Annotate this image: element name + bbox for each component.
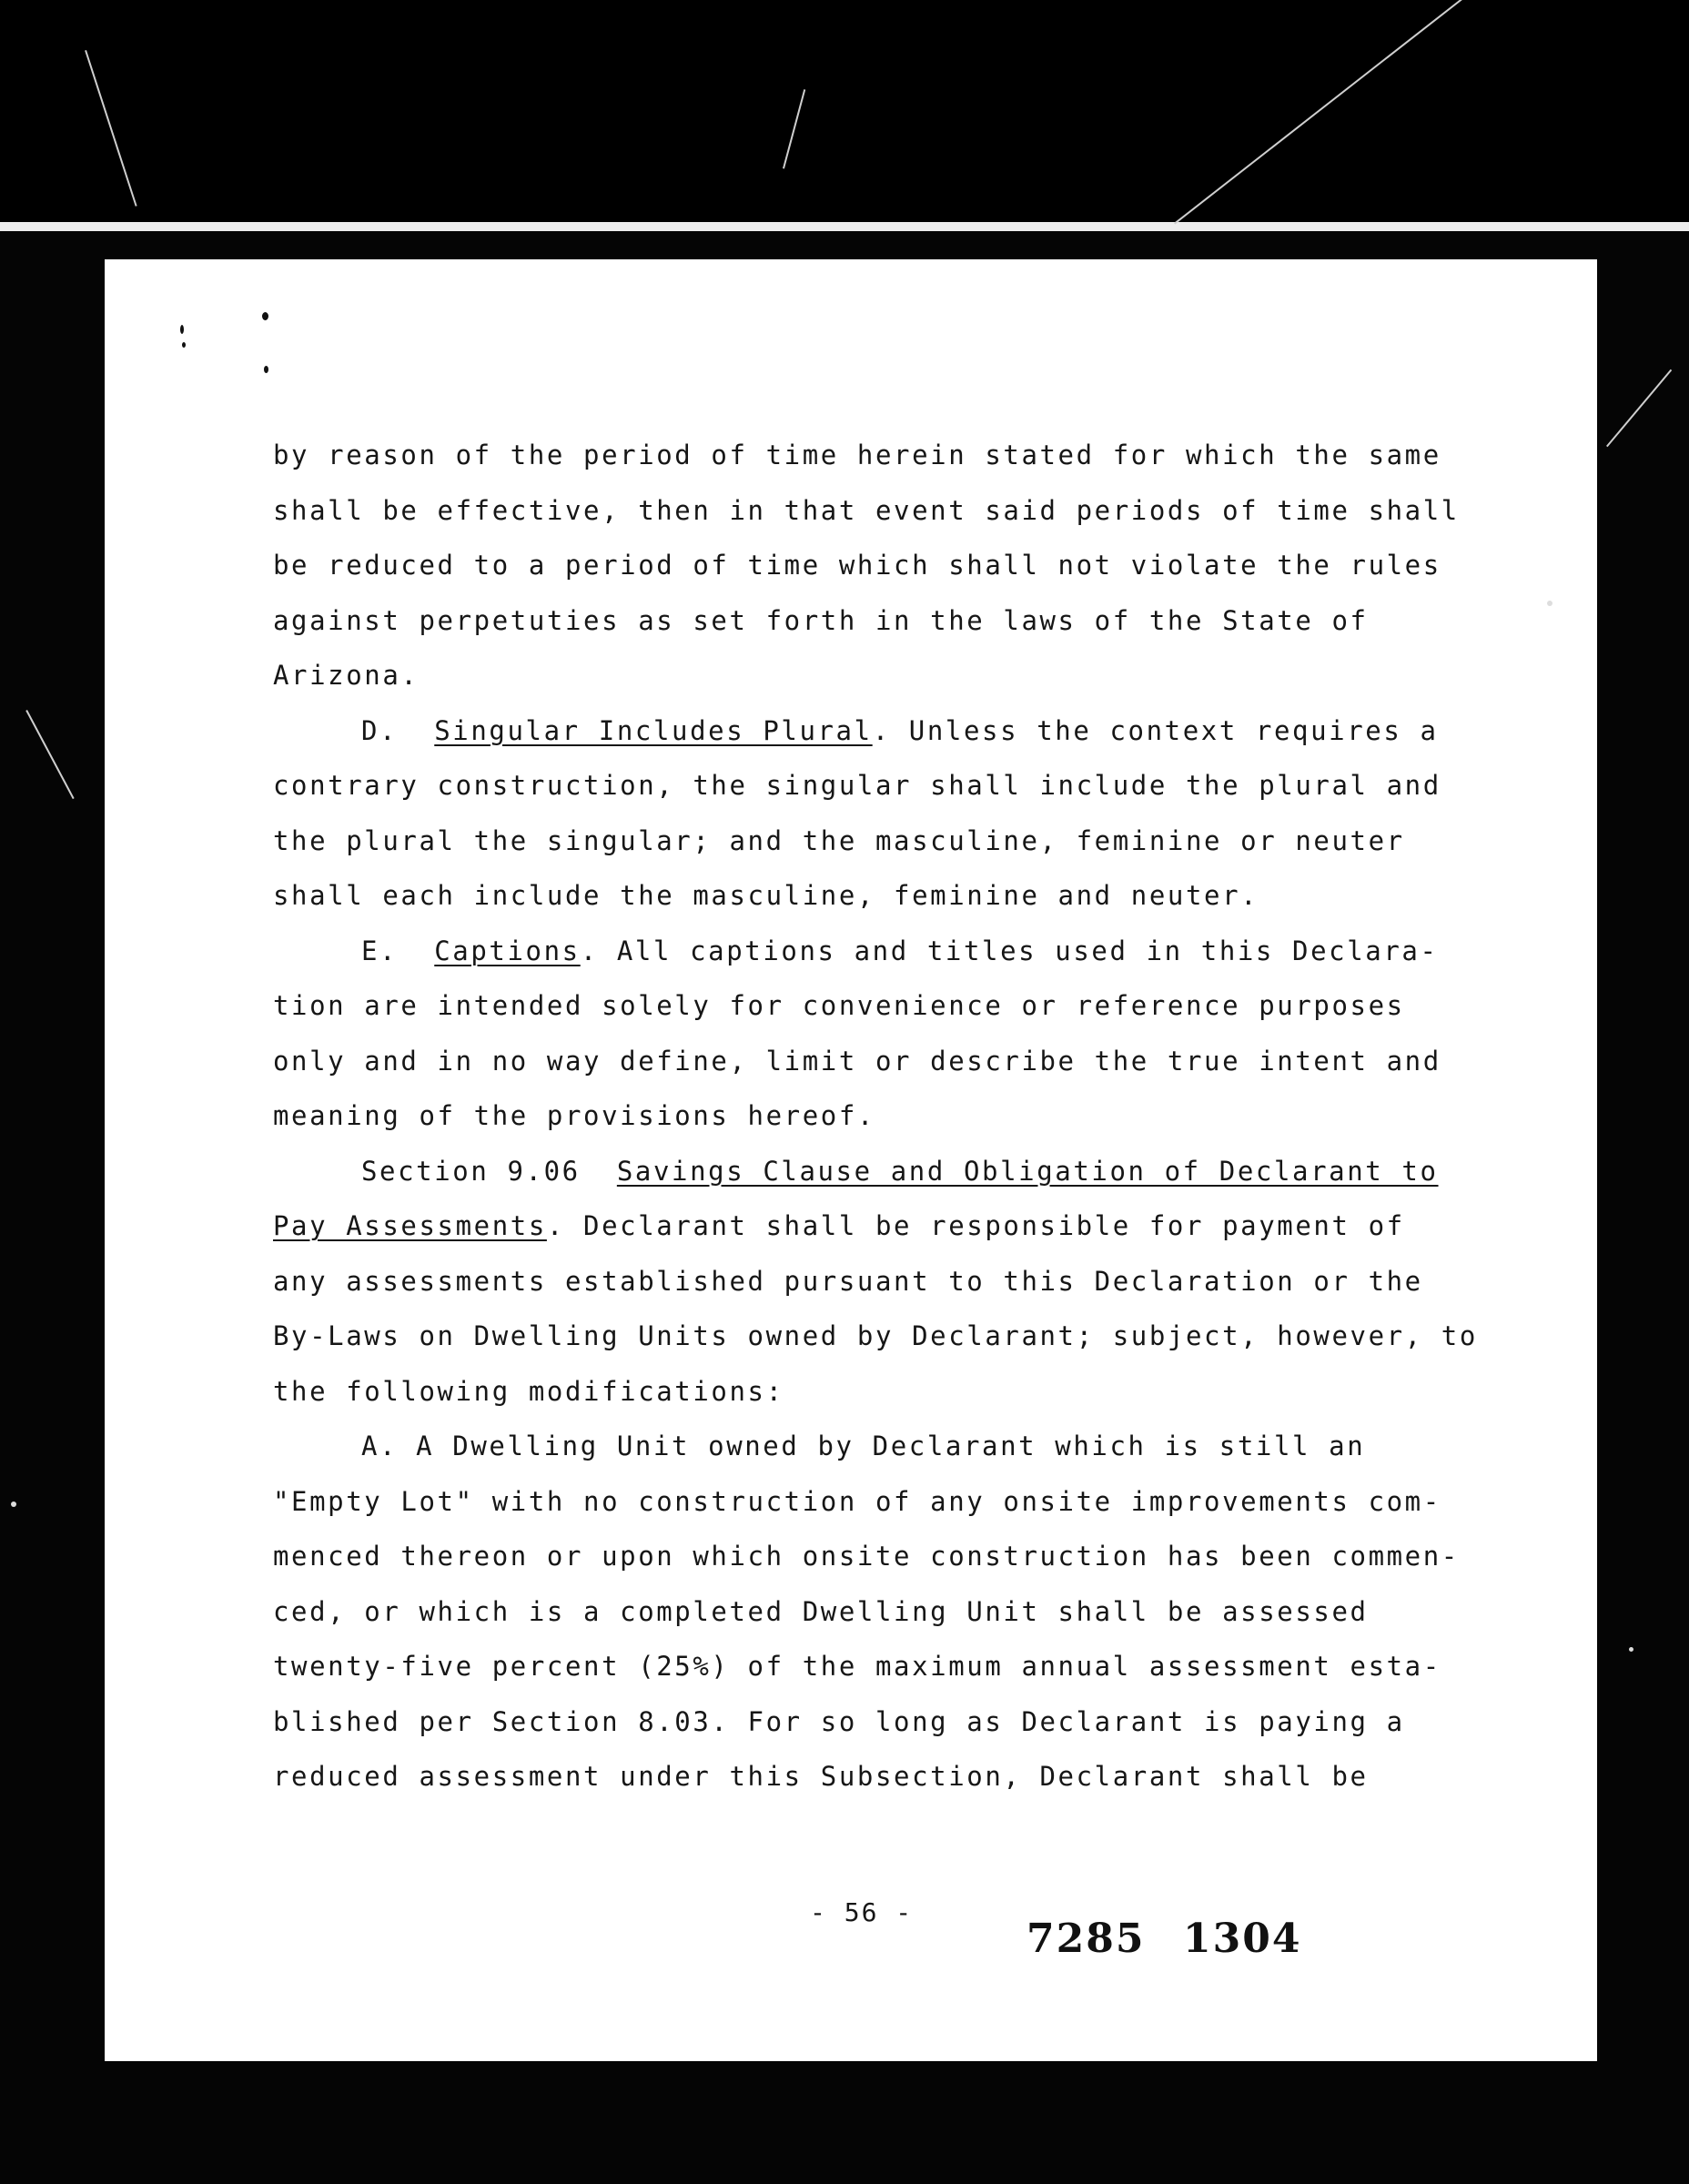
section-heading: Singular Includes Plural xyxy=(434,714,873,746)
text-line: any assessments established pursuant to this Declaration or the xyxy=(273,1265,1423,1297)
text-line: the plural the singular; and the masculine, feminine or neuter xyxy=(273,824,1405,856)
item-label: D. xyxy=(361,714,399,746)
scan-speck xyxy=(262,312,268,320)
text-line: by reason of the period of time herein stated for which the same xyxy=(273,440,1441,470)
section-heading-continued: Pay Assessments xyxy=(273,1210,547,1241)
text-line: meaning of the provisions hereof. xyxy=(273,1100,875,1131)
text-line: "Empty Lot" with no construction of any onsite improvements com- xyxy=(273,1485,1441,1517)
recording-stamp-right: 1304 xyxy=(1183,1916,1302,1962)
text-line: ced, or which is a completed Dwelling Unit shall be assessed xyxy=(273,1595,1369,1627)
scan-edge-strip xyxy=(0,222,1689,231)
scan-scratch xyxy=(1606,369,1672,448)
top-scan-border xyxy=(0,0,1689,228)
text-line: twenty-five percent (25%) of the maximum annual assessment esta- xyxy=(273,1651,1441,1682)
text-run: . All captions and titles used in this Declara- xyxy=(580,935,1439,966)
scan-scratch xyxy=(25,710,74,799)
scan-speck xyxy=(264,366,268,373)
section-heading: Captions xyxy=(434,935,581,966)
scan-speck xyxy=(180,325,184,334)
text-line: Arizona. xyxy=(273,660,420,691)
text-line: shall each include the masculine, feminine and neuter. xyxy=(273,880,1259,911)
text-line: against perpetuties as set forth in the laws of the State of xyxy=(273,604,1369,636)
text-line: tion are intended solely for convenience or reference purposes xyxy=(273,990,1405,1021)
page-number: - 56 - xyxy=(810,1897,914,1927)
text-line: contrary construction, the singular shall include the plural and xyxy=(273,770,1441,801)
text-line: be reduced to a period of time which shall not violate the rules xyxy=(273,550,1441,581)
section-heading: Savings Clause and Obligation of Declarant to xyxy=(616,1155,1439,1187)
text-line: shall be effective, then in that event said periods of time shall xyxy=(273,494,1460,526)
text-line: By-Laws on Dwelling Units owned by Declarant; subject, however, to xyxy=(273,1320,1478,1351)
item-label: E. xyxy=(361,935,399,966)
text-line: reduced assessment under this Subsection, Declarant shall be xyxy=(273,1761,1369,1792)
section-9-06-first-line xyxy=(273,1144,1456,1199)
text-line: menced thereon or upon which onsite construction has been commen- xyxy=(273,1541,1460,1572)
text-line: blished per Section 8.03. For so long as Declarant is paying a xyxy=(273,1705,1405,1737)
scan-speck xyxy=(1547,601,1552,606)
text-run: . Declarant shall be responsible for payment of xyxy=(546,1210,1405,1241)
scan-speck xyxy=(182,342,186,348)
text-line: only and in no way define, limit or describe the true intent and xyxy=(273,1045,1441,1077)
text-line: A. A Dwelling Unit owned by Declarant which is still an xyxy=(361,1431,1366,1461)
recording-stamp-left: 7285 xyxy=(1027,1916,1146,1962)
section-9-06-second-line xyxy=(273,1198,1456,1254)
scan-speck xyxy=(11,1502,16,1507)
paragraph-d-first-line xyxy=(273,703,1456,759)
section-label: Section 9.06 xyxy=(361,1155,581,1187)
text-line: the following modifications: xyxy=(273,1375,784,1407)
document-body xyxy=(273,428,1478,1805)
scan-speck xyxy=(1629,1647,1633,1652)
paragraph-e-first-line xyxy=(273,924,1456,979)
text-run: . Unless the context requires a xyxy=(872,714,1439,746)
